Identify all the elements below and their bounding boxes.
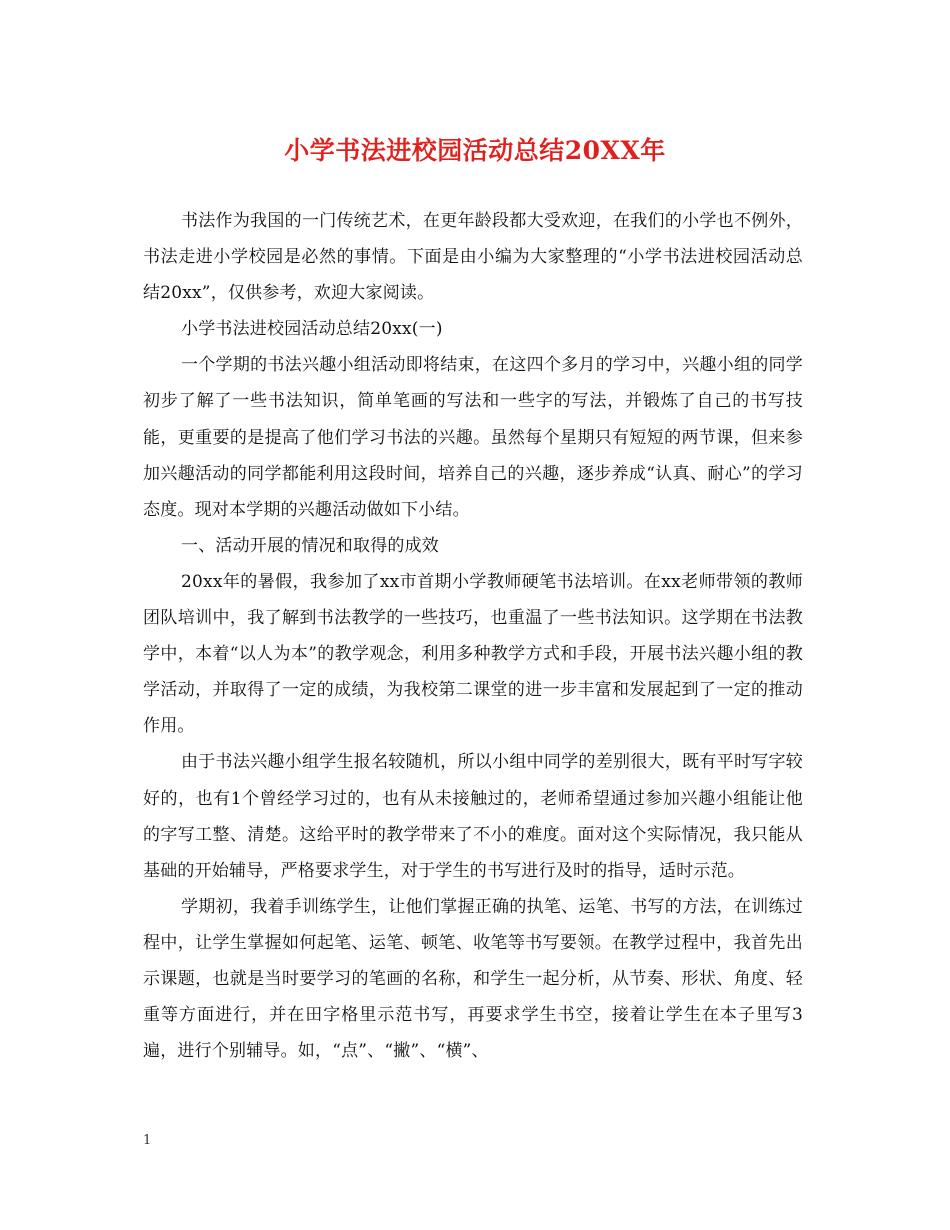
document-title: 小学书法进校园活动总结20XX年 <box>284 136 666 165</box>
paragraph-training: 20xx年的暑假，我参加了xx市首期小学教师硬笔书法培训。在xx老师带领的教师团队培训中，我了解到书法教学的一些技巧，也重温了一些书法知识。这学期在书法教学中，本着“以人为本”的教学观念，利用多种教学方式和手段，开展书法兴趣小组的教学活动，并取得了一定的成绩，为我校第二课堂的进一步丰富和发展起到了一定的推动作用。 <box>143 571 803 737</box>
paragraph-overview: 一个学期的书法兴趣小组活动即将结束，在这四个多月的学习中，兴趣小组的同学初步了解了一些书法知识，简单笔画的写法和一些字的写法，并锻炼了自己的书写技能，更重要的是提高了他们学习书法的兴趣。虽然每个星期只有短短的两节课，但来参加兴趣活动的同学都能利用这段时间，培养自己的兴趣，逐步养成“认真、耐心”的学习态度。现对本学期的兴趣活动做如下小结。 <box>143 355 803 520</box>
paragraph-method: 学期初，我着手训练学生，让他们掌握正确的执笔、运笔、书写的方法，在训练过程中，让学生掌握如何起笔、运笔、顿笔、收笔等书写要领。在教学过程中，我首先出示课题，也就是当时要学习的笔画的名称，和学生一起分析，从节奏、形状、角度、轻重等方面进行，并在田字格里示范书写，再要求学生书空，接着让学生在本子里写3遍，进行个别辅导。如，“点”、“撇”、“横”、 <box>143 896 803 1062</box>
document-body <box>143 203 803 1069</box>
page-number: 1 <box>143 1133 152 1148</box>
section-heading-1: 小学书法进校园活动总结20xx(一) <box>181 319 443 340</box>
paragraph-students: 由于书法兴趣小组学生报名较随机，所以小组中同学的差别很大，既有平时写字较好的，也有1个曾经学习过的，也有从未接触过的，老师希望通过参加兴趣小组能让他的字写工整、清楚。这给平时的教学带来了不小的难度。面对这个实际情况，我只能从基础的开始辅导，严格要求学生，对于学生的书写进行及时的指导，适时示范。 <box>143 752 803 881</box>
paragraph-intro: 书法作为我国的一门传统艺术，在更年龄段都大受欢迎，在我们的小学也不例外，书法走进小学校园是必然的事情。下面是由小编为大家整理的“小学书法进校园活动总结20xx”，仅供参考，欢迎大家阅读。 <box>143 211 803 304</box>
section-heading-activities: 一、活动开展的情况和取得的成效 <box>181 535 439 556</box>
